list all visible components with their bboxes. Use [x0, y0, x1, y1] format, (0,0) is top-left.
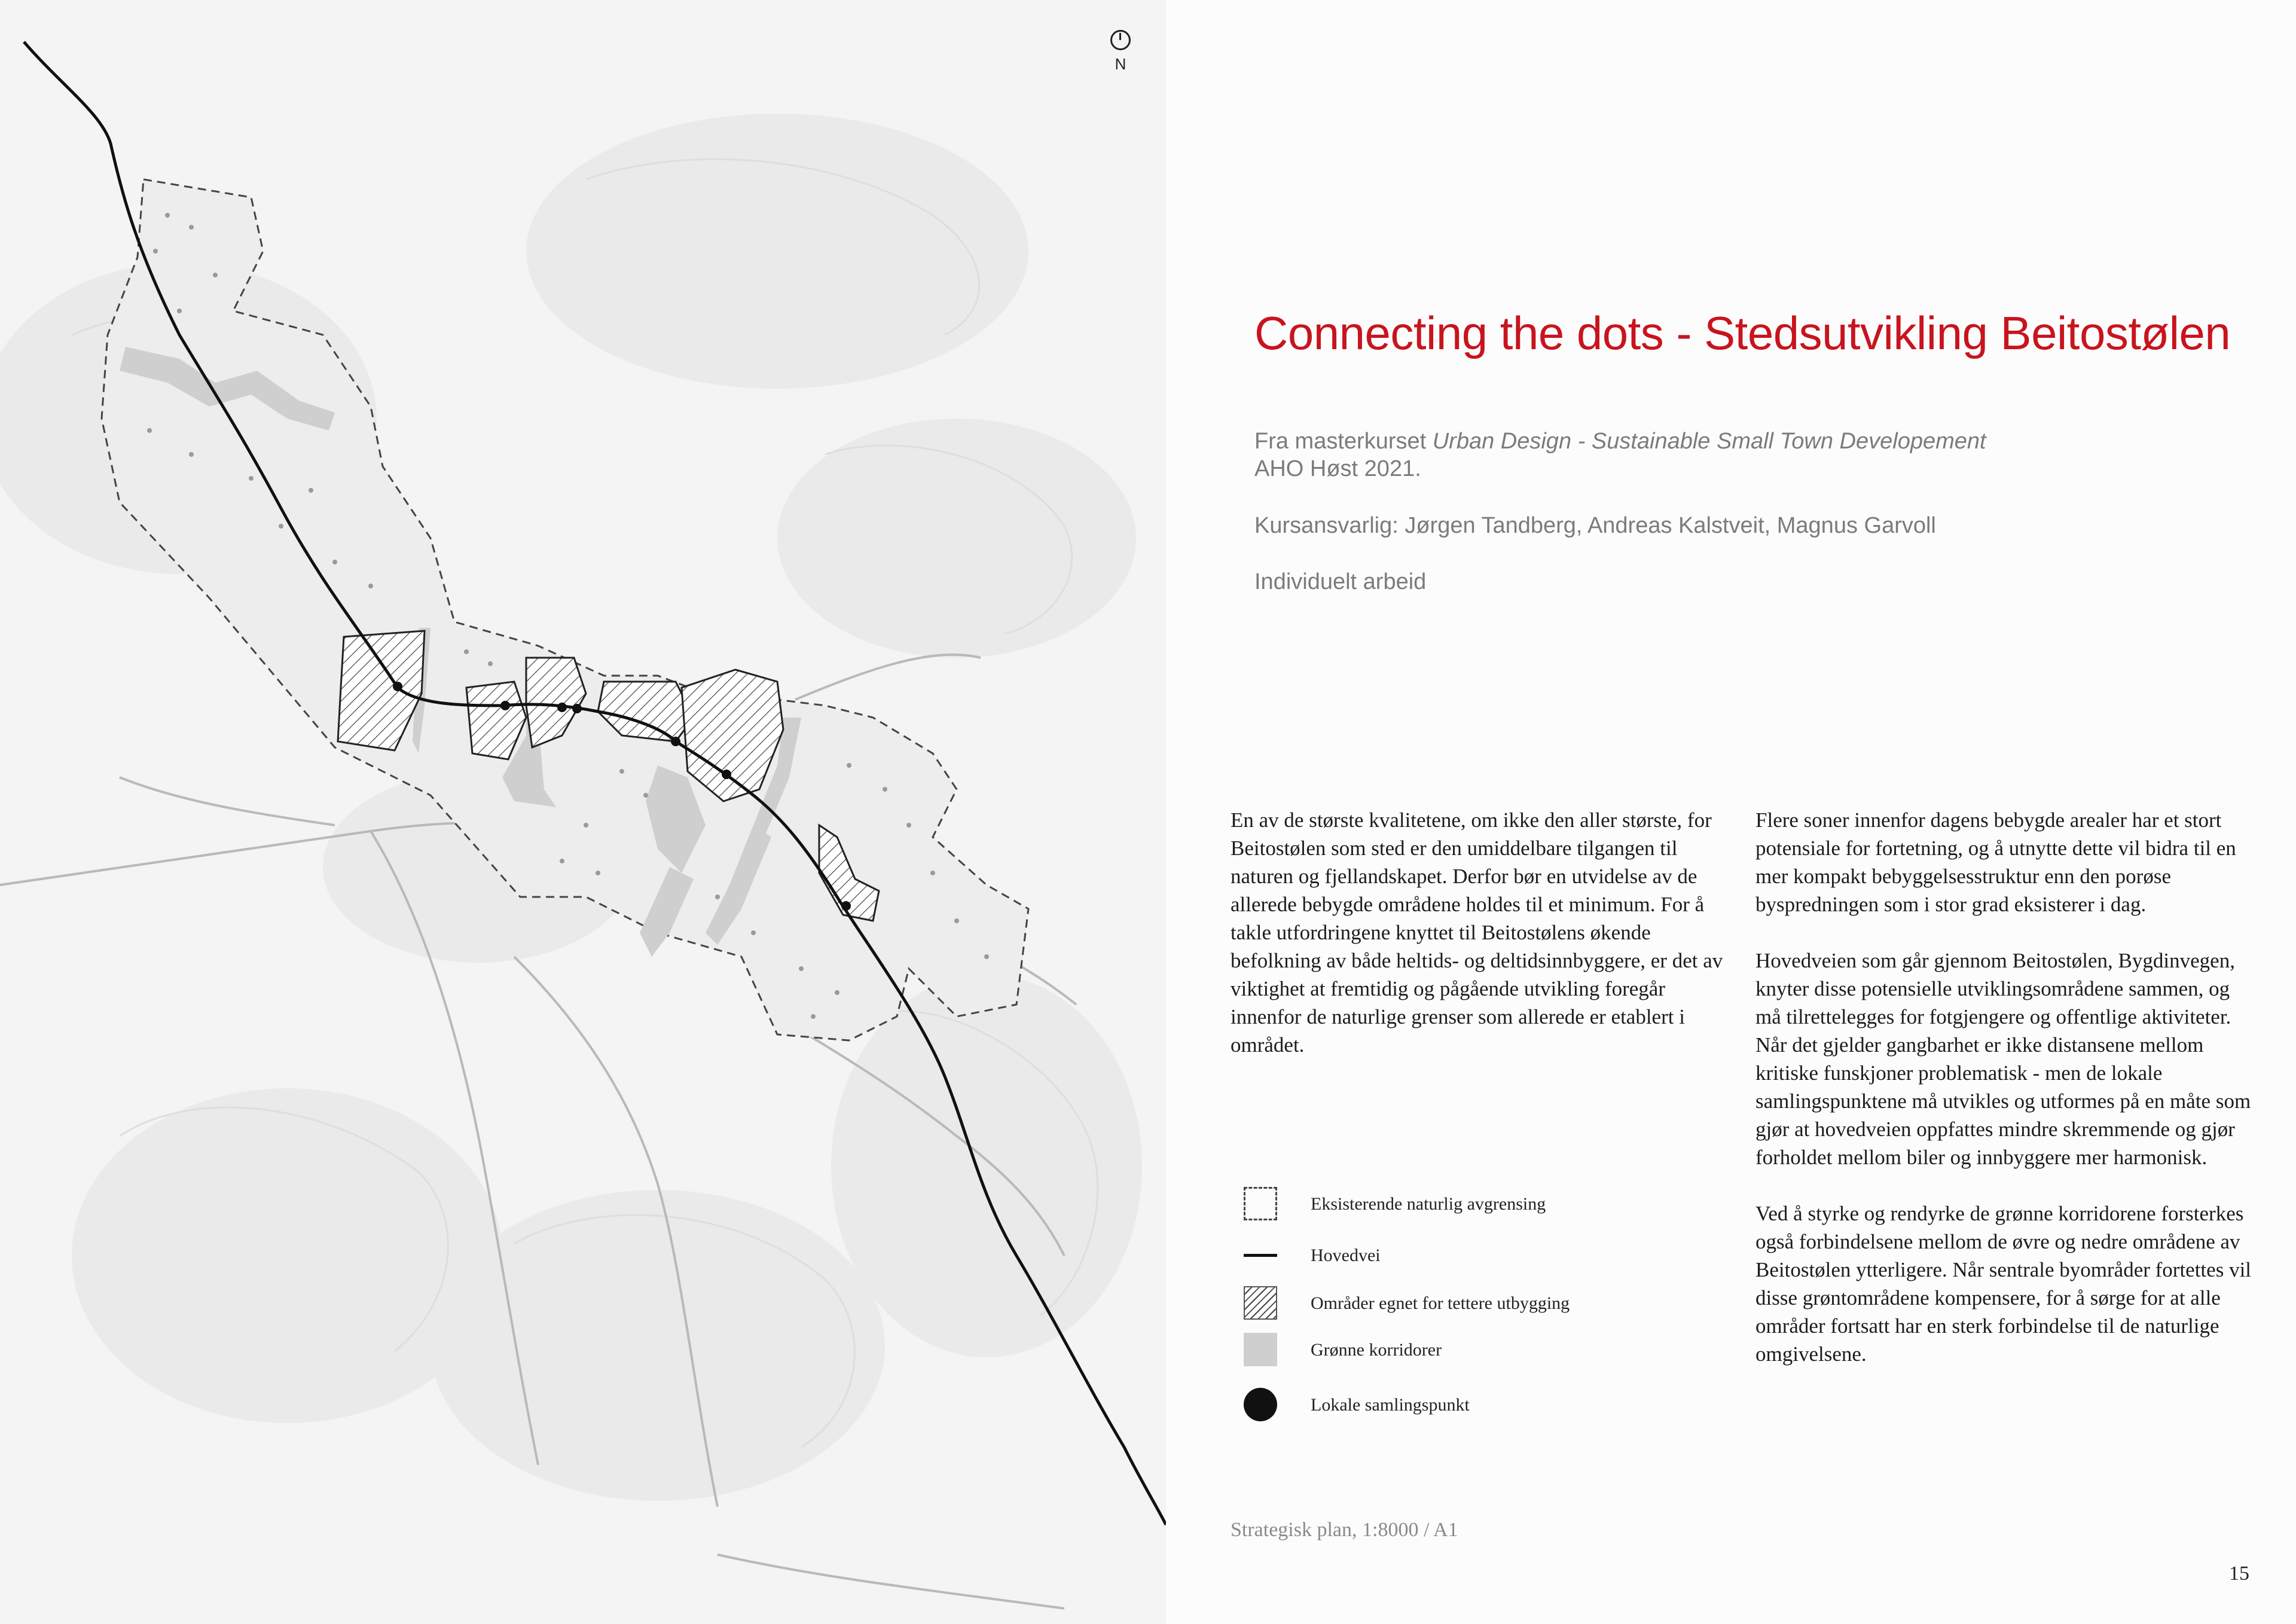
legend-item-gathering-points — [1244, 1388, 1698, 1421]
black-dot-icon — [1244, 1388, 1277, 1421]
legend-item-green-corridors — [1244, 1333, 1698, 1366]
body-column-right — [1755, 806, 2252, 1396]
plan-caption: Strategisk plan, 1:8000 / A1 — [1231, 1519, 1458, 1541]
body-paragraph: Hovedveien som går gjennom Beitostølen, Bygdinvegen, knyter disse potensielle utviklingsområdene sammen, og må tilrettelegges for fotgjengere og offentlige aktiviteter. Når det gjelder gangbarhet er ikke distansene mellom kritiske funskjoner problematisk - men de lokale samlingspunktene må utvikles og utformes på en måte som gjør at hovedveien oppfattes mindre skremmende og gjør forholdet mellom biler og innbyggere mer harmonisk. — [1755, 949, 2251, 1169]
legend-label: Eksisterende naturlig avgrensing — [1311, 1194, 1546, 1214]
page-number: 15 — [2229, 1562, 2249, 1585]
compass-icon — [1110, 30, 1131, 50]
page-title: Connecting the dots - Stedsutvikling Beitostølen — [1254, 307, 2231, 359]
road-line-icon — [1244, 1254, 1277, 1257]
body-column-left — [1231, 806, 1727, 1087]
body-paragraph: Ved å styrke og rendyrke de grønne korridorene forsterkes også forbindelsene mellom de øvre og nedre områdene av Beitostølen ytterligere. Når sentrale byområder fortettes vil disse grøntområdene kompensere, for å sørge for at alle områder fortsatt har en sterk forbindelse til de naturlige omgivelsene. — [1755, 1202, 2252, 1366]
grey-area-icon — [1244, 1333, 1277, 1366]
legend-item-main-road — [1244, 1238, 1698, 1272]
term-line: AHO Høst 2021. — [1254, 456, 1421, 481]
body-paragraph: En av de største kvalitetene, om ikke den aller største, for Beitostølen som sted er den umiddelbare tilgangen til naturen og fjellandskapet. Derfor bør en utvidelse av de allerede bebygde områdene holdes til et minimum. For å takle utfordringene knyttet til Beitostølens økende befolkning av både heltids- og deltidsinnbyggere, er det av viktighet at fremtidig og pågående utvikling foregår innenfor de naturlige grenser som allerede er etablert i området. — [1231, 808, 1723, 1057]
north-label: N — [1115, 55, 1126, 73]
body-paragraph: Flere soner innenfor dagens bebygde arealer har et stort potensiale for fortetning, og å utnytte dette vil bidra til en mer kompakt bebyggelsesstruktur enn den porøse byspredningen som i stor grad eksisterer i dag. — [1755, 808, 2236, 916]
legend-item-boundary — [1244, 1187, 1698, 1220]
instructors-line: Kursansvarlig: Jørgen Tandberg, Andreas Kalstveit, Magnus Garvoll — [1254, 513, 1936, 538]
legend-item-densification — [1244, 1286, 1698, 1320]
dashed-boundary-icon — [1244, 1187, 1277, 1220]
hatched-area-icon — [1244, 1286, 1277, 1320]
course-prefix: Fra masterkurset — [1254, 429, 1433, 454]
legend-label: Områder egnet for tettere utbygging — [1311, 1293, 1570, 1313]
legend-label: Hovedvei — [1311, 1246, 1381, 1265]
legend-label: Grønne korridorer — [1311, 1340, 1442, 1360]
course-line — [1254, 428, 1986, 455]
course-name: Urban Design - Sustainable Small Town Developement — [1432, 429, 1986, 454]
legend-label: Lokale samlingspunkt — [1311, 1395, 1470, 1415]
north-arrow — [1107, 30, 1134, 74]
work-type-line: Individuelt arbeid — [1254, 569, 1427, 594]
